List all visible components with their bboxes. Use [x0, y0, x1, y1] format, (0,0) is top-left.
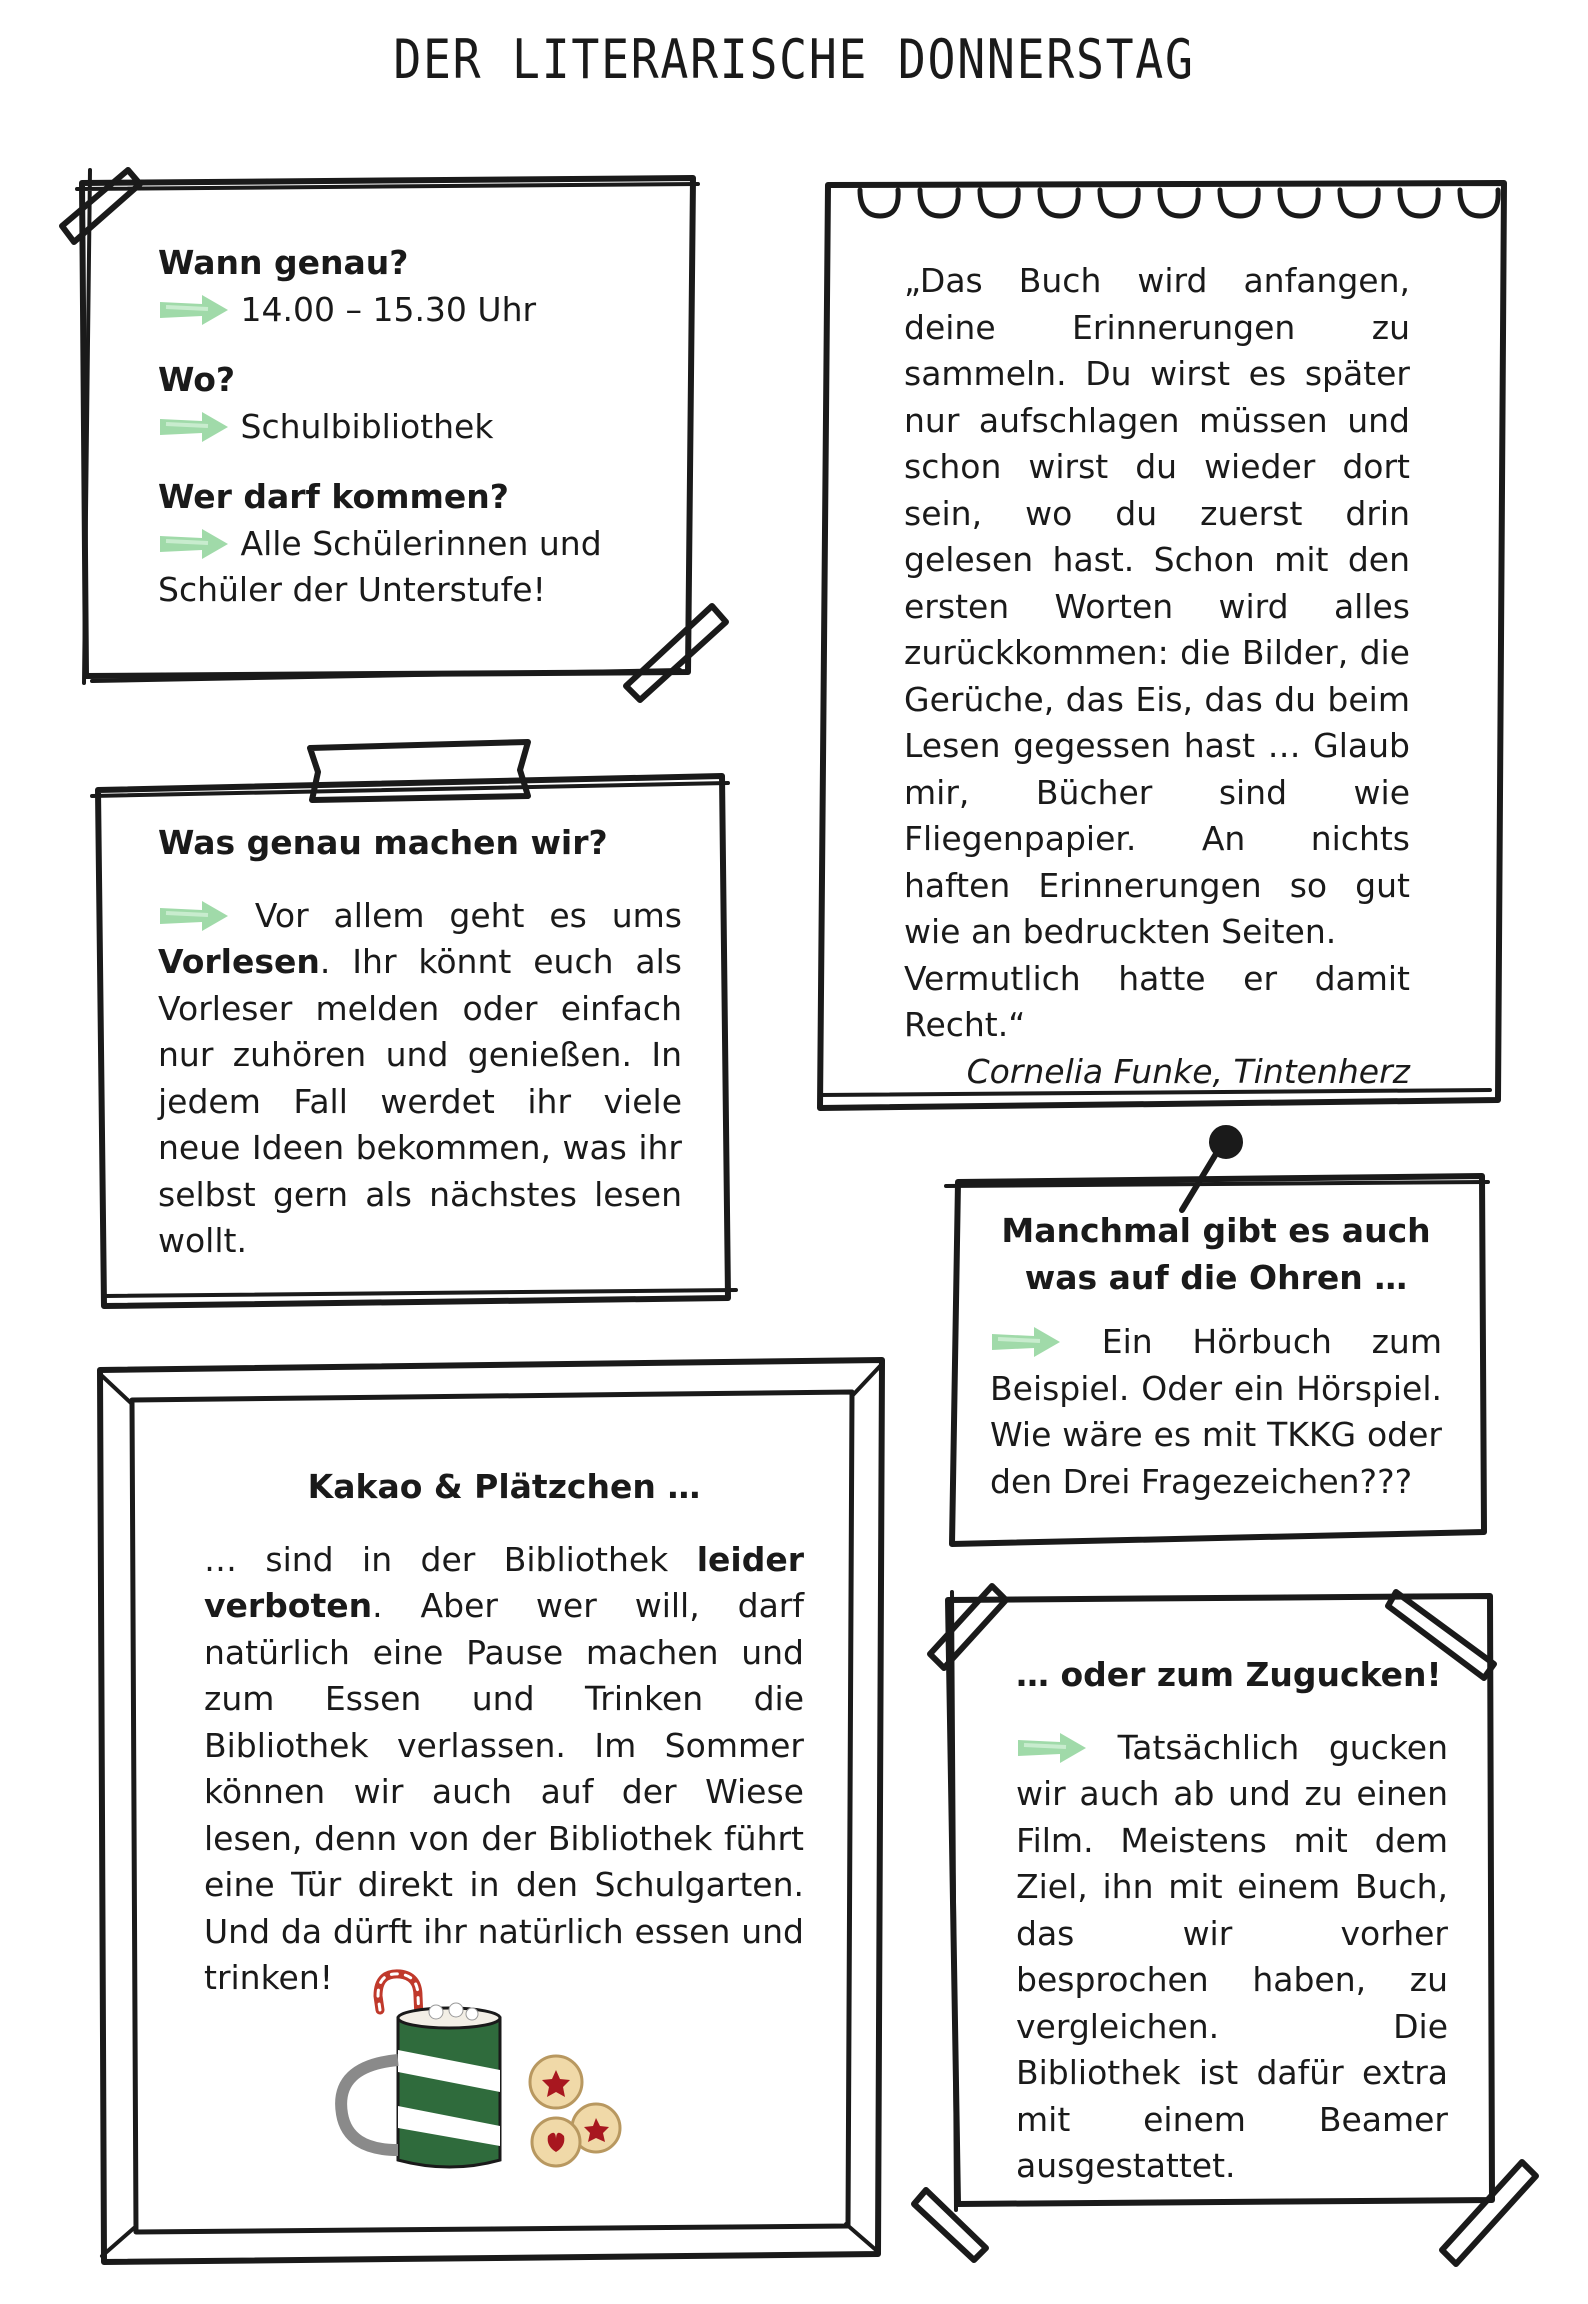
where-answer-text: Schulbibliothek [240, 406, 494, 446]
activity-text-bold: Vorlesen [158, 942, 320, 981]
snack-text-pre: … sind in der Bibliothek [204, 1539, 669, 1579]
arrow-right-icon [990, 1325, 1062, 1359]
where-question: Wo? [158, 360, 236, 399]
audio-heading-1: Manchmal gibt es auch [1001, 1211, 1431, 1250]
snack-text-bold: leider verboten [204, 1539, 804, 1625]
who-answer-line-2: Schüler der Unterstufe! [158, 570, 546, 609]
arrow-right-icon [158, 410, 230, 444]
activity-text-post: . Ihr könnt euch als Vorleser melden oder einfach nur zuhören und genießen. In jedem Fall werdet ihr viele neue Ideen bekommen, was ihr selbst gern als nächstes lesen wollt. [158, 942, 682, 1260]
audio-text-body: Ein Hörbuch zum Beispiel. Oder ein Hörspiel. Wie wäre es mit TKKG oder den Drei Fragezeichen??? [990, 1322, 1442, 1501]
activity-text [158, 893, 682, 1265]
snack-heading: Kakao & Plätzchen … [307, 1467, 701, 1506]
arrow-right-icon [158, 899, 230, 933]
quote-card [904, 258, 1410, 1095]
activity-heading: Was genau machen wir? [158, 823, 608, 862]
audio-text [990, 1319, 1442, 1505]
audio-card [990, 1208, 1442, 1505]
when-answer [158, 287, 678, 334]
snack-card [204, 1464, 804, 2002]
arrow-right-icon [158, 293, 230, 327]
arrow-right-icon [158, 527, 230, 561]
audio-heading-2: was auf die Ohren … [1024, 1257, 1408, 1297]
page-title: DER LITERARISCHE DONNERSTAG [393, 28, 1195, 91]
snack-text-post: . Aber wer will, darf natürlich eine Pause machen und zum Essen und Trinken die Bibliothek verlassen. Im Sommer können wir auch auf der Wiese lesen, denn von der Bibliothek führt eine Tür direkt in den Schulgarten. Und da dürft ihr natürlich essen und trinken! [204, 1586, 804, 1997]
film-heading: … oder zum Zugucken! [1016, 1655, 1442, 1694]
info-card [158, 240, 678, 614]
who-answer-line-1: Alle Schülerinnen und [240, 523, 602, 563]
snack-text [204, 1537, 804, 2002]
activity-card [158, 820, 682, 1265]
cocoa-cookies-illustration [341, 1974, 620, 2167]
when-answer-text: 14.00 – 15.30 Uhr [240, 289, 537, 329]
film-text-body: Tatsächlich gucken wir auch ab und zu einen Film. Meistens mit dem Ziel, ihn mit einem Buch, das wir vorher besprochen haben, zu vergleichen. Die Bibliothek ist dafür extra mit einem Beamer ausgestattet. [1016, 1727, 1448, 2185]
film-card [1016, 1652, 1448, 2190]
when-question: Wann genau? [158, 243, 409, 282]
quote-conclusion: Vermutlich hatte er damit Recht.“ [904, 958, 1410, 1044]
quote-text: „Das Buch wird anfangen, deine Erinnerungen zu sammeln. Du wirst es später nur aufschlagen müssen und schon wirst du wieder dort sein, wo du zuerst drin gelesen hast. Schon mit den ersten Worten wird alles zurückkommen: die Bilder, die Gerüche, das Eis, das du beim Lesen gegessen hast … Glaub mir, Bücher sind wie Fliegenpapier. An nichts haften Erinnerungen so gut wie an bedruckten Seiten. [904, 261, 1410, 951]
who-question: Wer darf kommen? [158, 477, 509, 516]
film-text [1016, 1725, 1448, 2190]
quote-author: Cornelia Funke, Tintenherz [966, 1051, 1410, 1091]
arrow-right-icon [1016, 1731, 1088, 1765]
who-answer [158, 521, 678, 568]
where-answer [158, 404, 678, 451]
activity-text-pre: Vor allem geht es ums [254, 895, 682, 935]
